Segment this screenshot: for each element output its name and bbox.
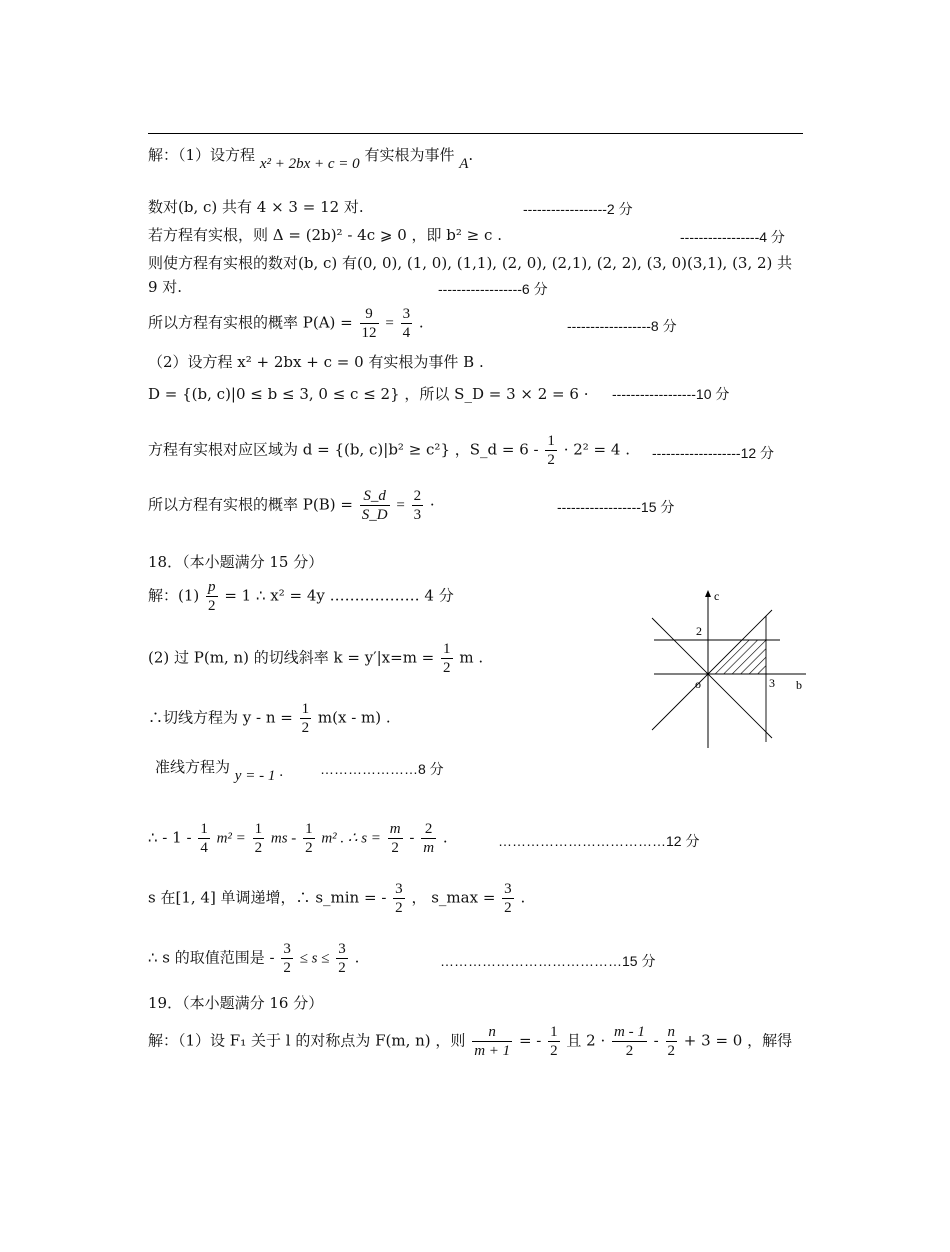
numerator: 3 [402, 306, 411, 322]
denominator: 2 [625, 1043, 634, 1059]
text: ∴ - 1 - [148, 828, 192, 847]
numerator: n [472, 1023, 512, 1042]
numerator: 2 [413, 488, 422, 504]
fraction [336, 940, 348, 977]
p17-line2: 数对(b, c) 共有 4 × 3 = 12 对. [148, 198, 364, 216]
p17-line9 [148, 432, 630, 469]
text: 解：（1）设 F₁ 关于 l 的对称点为 F(m, n) ，则 [148, 1031, 466, 1050]
c-axis-label: c [714, 589, 720, 603]
score-10: ------------------10 分 [612, 386, 730, 402]
numerator: 3 [338, 941, 346, 957]
fraction [441, 640, 453, 677]
text: ms - [270, 830, 297, 847]
text: 方程有实根对应区域为 d = {(b, c)|b² ≥ c²} ，S_d = 6 - [148, 440, 539, 459]
text: ∴ s 的取值范围是 - [148, 948, 275, 967]
p17-line8: D = {(b, c)|0 ≤ b ≤ 3, 0 ≤ c ≤ 2} ，所以 S_D = 3 × 2 = 6 · [148, 385, 589, 403]
numerator: n [667, 1024, 676, 1040]
origin-label: o [695, 677, 701, 691]
fraction [281, 940, 293, 977]
denominator: 2 [208, 598, 216, 614]
p18-line5 [148, 820, 448, 857]
numerator: 1 [550, 1024, 558, 1040]
score-4: -----------------4 分 [680, 229, 785, 245]
text: . [354, 948, 360, 967]
text: 所以方程有实根的概率 P(A) = [148, 313, 353, 332]
text: ∴切线方程为 y - n = [148, 708, 293, 727]
fraction [412, 487, 424, 524]
region-graph [648, 588, 808, 750]
score-15b: …………………………………15 分 [440, 953, 656, 969]
text: 解：(1) [148, 586, 200, 605]
denominator: 2 [305, 840, 313, 856]
fraction [548, 1023, 560, 1060]
text: 解：（1）设方程 [148, 146, 256, 164]
text: . [468, 146, 474, 164]
numerator: 3 [504, 881, 512, 897]
b-axis-label: b [796, 678, 802, 692]
text: 所以方程有实根的概率 P(B) = [148, 495, 353, 514]
numerator: 1 [443, 641, 451, 657]
text: 有实根为事件 [364, 146, 455, 164]
numerator: 2 [421, 820, 436, 839]
p18-line6 [148, 880, 525, 917]
denominator: 2 [550, 1043, 558, 1059]
p18-heading: 18．（本小题满分 15 分） [148, 553, 324, 571]
text: m² . ∴ s = [321, 830, 381, 847]
text: 准线方程为 [155, 758, 231, 776]
denominator: 2 [391, 840, 399, 856]
score-2: ------------------2 分 [523, 201, 633, 217]
score-6: ------------------6 分 [438, 281, 548, 297]
score-12: -------------------12 分 [652, 445, 775, 461]
numerator: 1 [200, 821, 208, 837]
fraction [253, 820, 265, 857]
text: 且 2 · [566, 1031, 606, 1050]
numerator: 1 [547, 433, 555, 449]
denominator: 2 [301, 720, 310, 736]
text: . [442, 828, 448, 847]
fraction [303, 820, 315, 857]
text: - [409, 828, 415, 847]
text: = 1 ∴ x² = 4y ……………… 4 分 [224, 586, 454, 605]
p17-line5: 9 对. [148, 278, 183, 296]
p18-line7 [148, 940, 359, 977]
text: m² = [216, 830, 246, 847]
denominator: 2 [443, 660, 451, 676]
fraction [666, 1023, 678, 1060]
equation: y = - 1 · [234, 768, 283, 784]
numerator: 1 [305, 821, 313, 837]
p19-heading: 19．（本小题满分 16 分） [148, 994, 324, 1012]
numerator: 3 [395, 881, 403, 897]
denominator: S_D [361, 507, 388, 523]
denominator: 3 [413, 507, 422, 523]
top-rule [148, 133, 803, 134]
denominator: 2 [667, 1043, 676, 1059]
denominator: 2 [338, 960, 346, 976]
numerator: 1 [254, 821, 263, 837]
denominator: m + 1 [474, 1043, 511, 1059]
p17-line3: 若方程有实根，则 Δ = (2b)² - 4c ⩾ 0 ，即 b² ≥ c . [148, 226, 502, 244]
fraction [545, 432, 557, 469]
fraction [472, 1023, 512, 1060]
denominator: 2 [254, 840, 263, 856]
text: · 2² = 4 . [563, 440, 630, 459]
event-symbol: A [459, 156, 469, 172]
fraction [206, 578, 218, 615]
denominator: 12 [361, 325, 377, 341]
line-c-eq-neg-b [652, 618, 772, 738]
text: ， s_max = [411, 888, 496, 907]
numerator: p [208, 579, 216, 595]
text: - [653, 1031, 659, 1050]
tick-label-2: 2 [696, 624, 702, 638]
score-15: ------------------15 分 [557, 499, 675, 515]
fraction [421, 820, 436, 857]
denominator: 2 [395, 900, 403, 916]
score-8: ------------------8 分 [567, 318, 677, 334]
text: . [520, 888, 526, 907]
fraction [300, 700, 312, 737]
denominator: 2 [283, 960, 291, 976]
p17-line4: 则使方程有实根的数对(b, c) 有(0, 0), (1, 0), (1,1), (2, 0), (2,1), (2, 2), (3, 0)(3,1), (3, 2) 共 [148, 254, 793, 272]
text: m(x - m) . [317, 708, 391, 727]
text: s 在[1, 4] 单调递增，∴ s_min = - [148, 888, 387, 907]
fraction [360, 487, 390, 524]
tick-label-3: 3 [769, 676, 775, 690]
fraction [360, 305, 379, 342]
text: = - [518, 1031, 542, 1050]
fraction [401, 305, 413, 342]
score-8b: …………………8 分 [320, 761, 444, 777]
score-12b: ………………………………12 分 [498, 833, 700, 849]
fraction [393, 880, 405, 917]
denominator: 2 [547, 452, 555, 468]
text: + 3 = 0 ，解得 [683, 1031, 793, 1050]
numerator: 9 [360, 305, 379, 324]
text: (2) 过 P(m, n) 的切线斜率 k = y′|x=m = [148, 648, 435, 667]
p17-line10: 所以方程有实根的概率 P(B) = $\frac{S\_d}{S\_D}$ = $\frac{2}{3}$ · [148, 488, 435, 523]
numerator: m - 1 [614, 1024, 645, 1040]
p18-line3 [148, 700, 391, 737]
p17-line1 [148, 145, 474, 172]
denominator: 4 [200, 840, 208, 856]
text: ≤ s ≤ [299, 950, 330, 967]
p18-line1 [148, 578, 454, 615]
text: m . [459, 648, 484, 667]
numerator: 3 [283, 941, 291, 957]
denominator: 2 [504, 900, 512, 916]
p18-line4 [155, 757, 283, 784]
fraction [612, 1023, 647, 1060]
equation: x² + 2bx + c = 0 [259, 156, 360, 172]
p17-line7: （2）设方程 x² + 2bx + c = 0 有实根为事件 B . [148, 353, 484, 371]
p17-line6: 所以方程有实根的概率 P(A) = $\frac{9}{12}$ = $\frac{3}{4}$ . [148, 306, 424, 341]
fraction [388, 820, 403, 857]
denominator: 4 [402, 325, 411, 341]
c-axis-arrow-icon [705, 590, 711, 597]
p19-line1 [148, 1023, 792, 1060]
denominator: m [423, 840, 435, 856]
fraction [198, 820, 210, 857]
p18-line2 [148, 640, 483, 677]
numerator: 1 [301, 701, 310, 717]
numerator: m [389, 821, 401, 837]
fraction [502, 880, 514, 917]
numerator: S_d [360, 487, 390, 506]
